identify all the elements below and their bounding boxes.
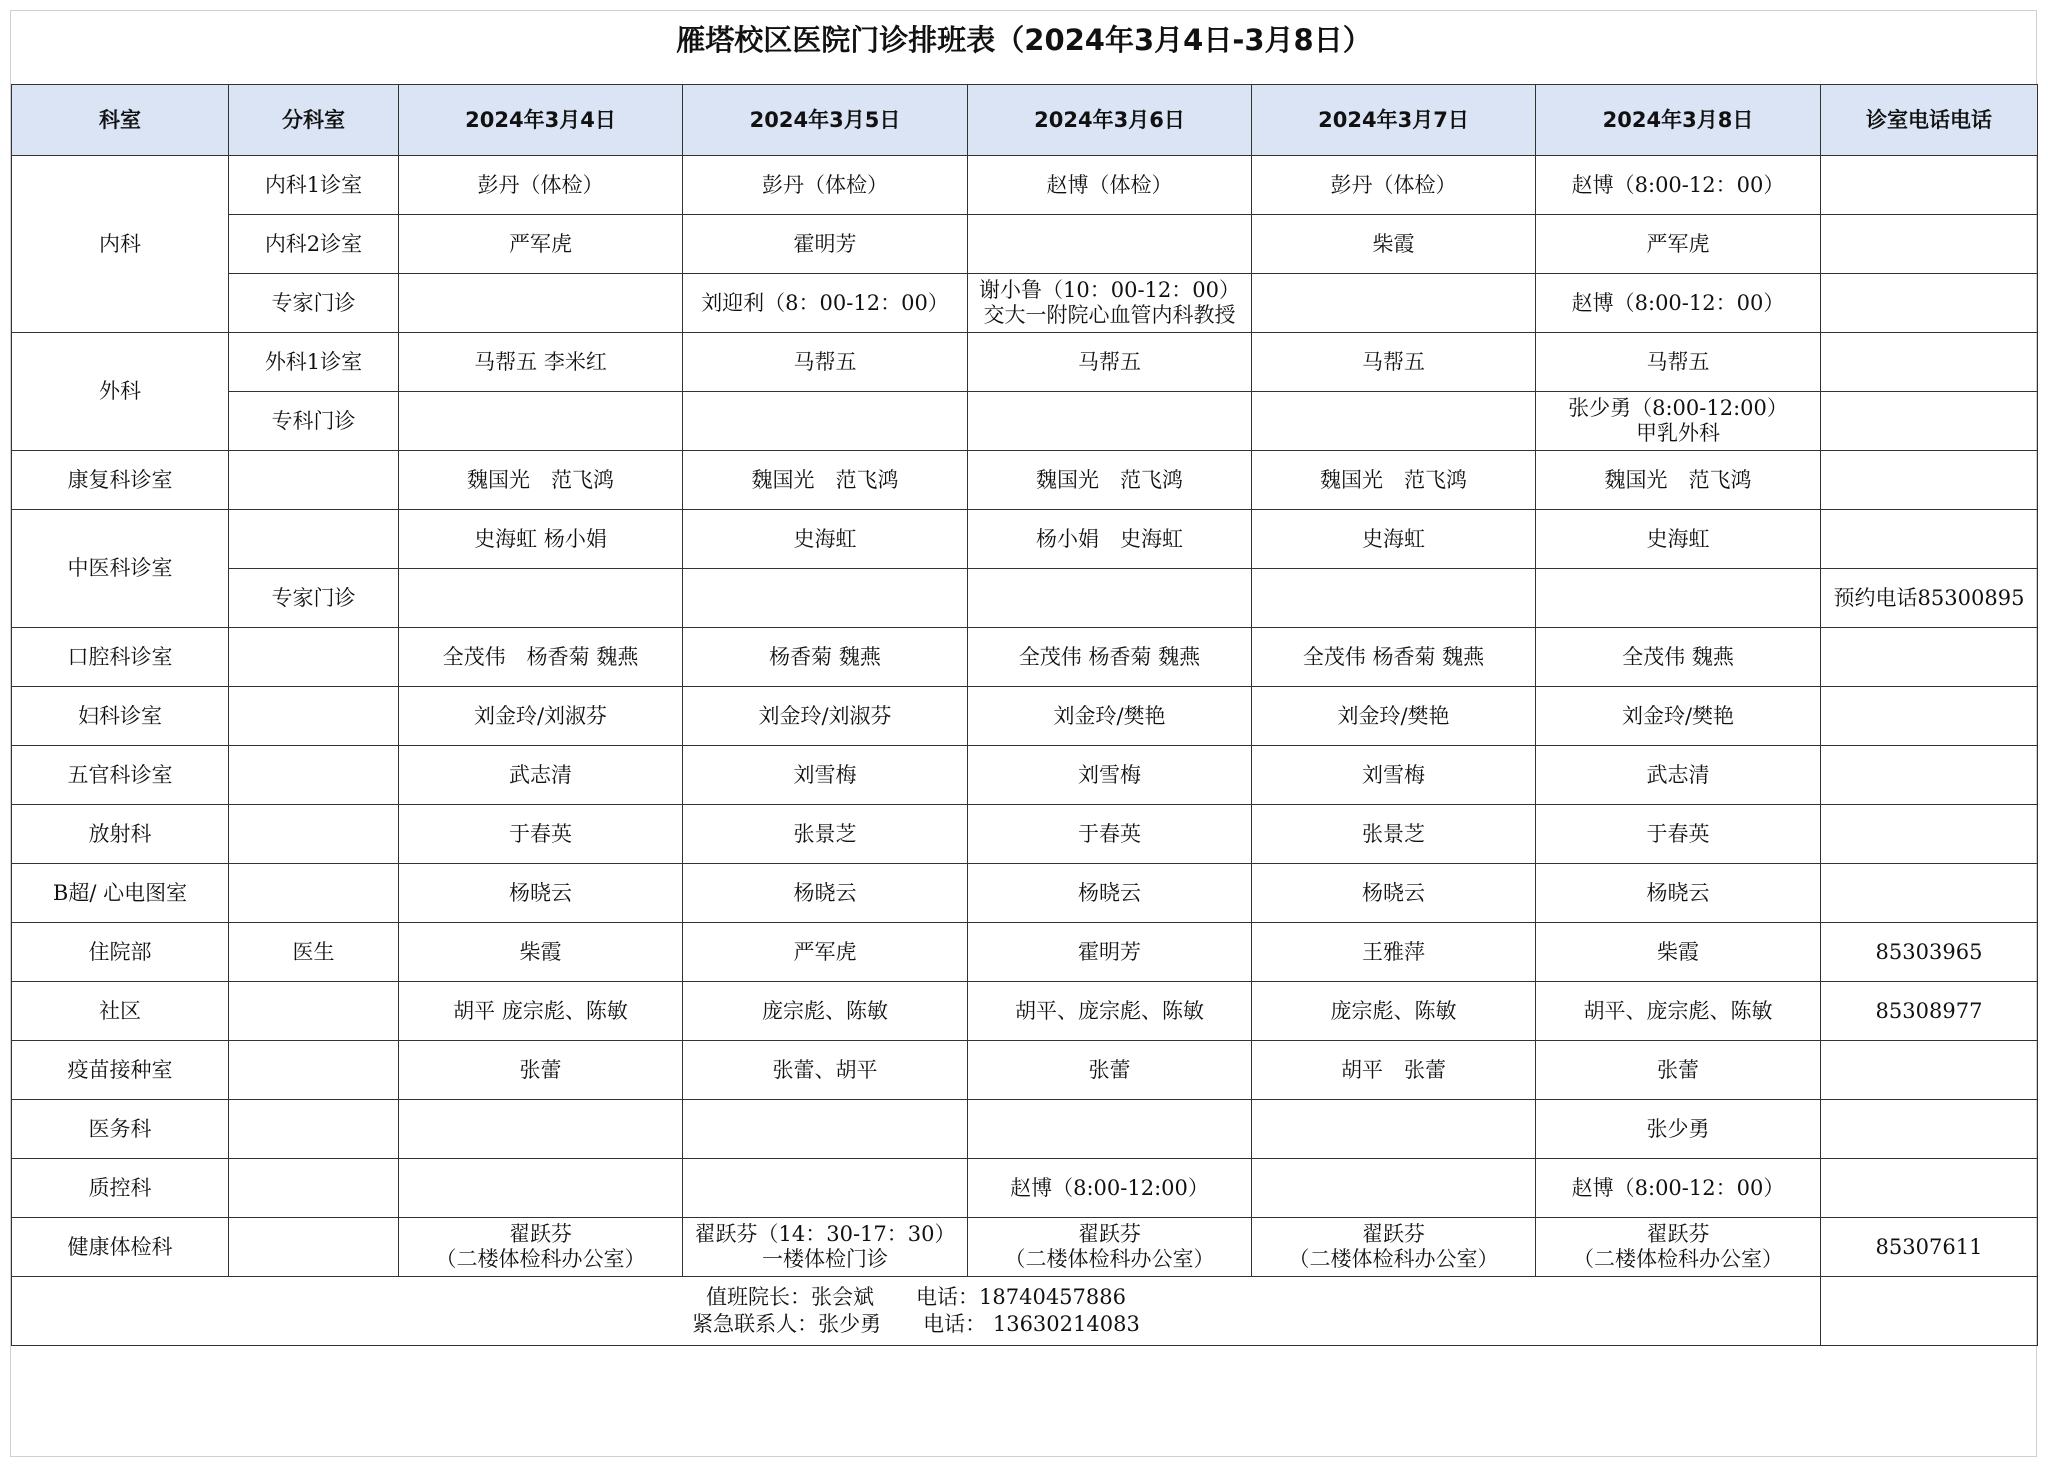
table-row: [12, 156, 2038, 215]
phone-cell: [1821, 392, 2038, 451]
schedule-cell: 杨香菊 魏燕: [683, 628, 968, 687]
schedule-cell: 杨晓云: [683, 864, 968, 923]
schedule-cell: [968, 215, 1252, 274]
schedule-cell: 翟跃芬 （二楼体检科办公室）: [1536, 1218, 1821, 1277]
column-header: 2024年3月5日: [683, 85, 968, 156]
dept-cell: 住院部: [12, 923, 229, 982]
phone-cell: [1821, 628, 2038, 687]
table-row: [12, 392, 2038, 451]
schedule-cell: [1252, 1100, 1536, 1159]
schedule-cell: 张蕾、胡平: [683, 1041, 968, 1100]
schedule-cell: 史海虹: [1252, 510, 1536, 569]
schedule-cell: 刘雪梅: [1252, 746, 1536, 805]
schedule-cell: 马帮五: [968, 333, 1252, 392]
subdept-cell: [229, 1041, 399, 1100]
schedule-cell: 魏国光 范飞鸿: [399, 451, 683, 510]
schedule-cell: 马帮五: [1536, 333, 1821, 392]
contact-line: 紧急联系人：张少勇 电话： 13630214083: [692, 1312, 1140, 1336]
subdept-cell: [229, 746, 399, 805]
schedule-cell: 刘金玲/樊艳: [1252, 687, 1536, 746]
phone-cell: [1821, 1159, 2038, 1218]
schedule-cell: 胡平、庞宗彪、陈敏: [1536, 982, 1821, 1041]
schedule-cell: 王雅萍: [1252, 923, 1536, 982]
column-header: 2024年3月7日: [1252, 85, 1536, 156]
dept-cell: 口腔科诊室: [12, 628, 229, 687]
schedule-cell: 张景芝: [1252, 805, 1536, 864]
schedule-cell: [683, 1100, 968, 1159]
schedule-cell: 严军虎: [1536, 215, 1821, 274]
schedule-cell: [1252, 569, 1536, 628]
table-row: [12, 451, 2038, 510]
subdept-cell: [229, 864, 399, 923]
schedule-cell: 武志清: [1536, 746, 1821, 805]
table-row: [12, 1041, 2038, 1100]
schedule-cell: 彭丹（体检）: [683, 156, 968, 215]
schedule-cell: 胡平 庞宗彪、陈敏: [399, 982, 683, 1041]
table-row: [12, 864, 2038, 923]
subdept-cell: 专家门诊: [229, 274, 399, 333]
dept-cell: 放射科: [12, 805, 229, 864]
schedule-cell: 谢小鲁（10：00-12：00） 交大一附院心血管内科教授: [968, 274, 1252, 333]
phone-cell: [1821, 274, 2038, 333]
table-row: [12, 333, 2038, 392]
phone-cell: [1821, 451, 2038, 510]
page-title: 雁塔校区医院门诊排班表（2024年3月4日-3月8日）: [676, 23, 1372, 57]
schedule-cell: [683, 1159, 968, 1218]
phone-cell: [1821, 1100, 2038, 1159]
schedule-cell: 全茂伟 杨香菊 魏燕: [399, 628, 683, 687]
column-header: 2024年3月8日: [1536, 85, 1821, 156]
dept-cell: 质控科: [12, 1159, 229, 1218]
subdept-cell: 内科1诊室: [229, 156, 399, 215]
dept-cell: 社区: [12, 982, 229, 1041]
schedule-cell: 史海虹: [1536, 510, 1821, 569]
schedule-cell: 张蕾: [968, 1041, 1252, 1100]
phone-cell: [1821, 687, 2038, 746]
schedule-cell: 翟跃芬 （二楼体检科办公室）: [1252, 1218, 1536, 1277]
table-row: [12, 923, 2038, 982]
subdept-cell: 医生: [229, 923, 399, 982]
schedule-cell: 于春英: [1536, 805, 1821, 864]
schedule-cell: [399, 569, 683, 628]
schedule-cell: [1252, 1159, 1536, 1218]
schedule-cell: 刘雪梅: [683, 746, 968, 805]
dept-cell: 中医科诊室: [12, 510, 229, 628]
subdept-cell: [229, 1100, 399, 1159]
schedule-cell: 武志清: [399, 746, 683, 805]
schedule-cell: 全茂伟 杨香菊 魏燕: [968, 628, 1252, 687]
schedule-cell: [399, 1100, 683, 1159]
schedule-cell: 赵博（8:00-12:00）: [968, 1159, 1252, 1218]
schedule-cell: [683, 569, 968, 628]
schedule-cell: 张少勇: [1536, 1100, 1821, 1159]
schedule-cell: 彭丹（体检）: [1252, 156, 1536, 215]
schedule-cell: 魏国光 范飞鸿: [1536, 451, 1821, 510]
schedule-cell: 于春英: [399, 805, 683, 864]
schedule-cell: 赵博（8:00-12：00）: [1536, 1159, 1821, 1218]
schedule-cell: 史海虹: [683, 510, 968, 569]
subdept-cell: [229, 1159, 399, 1218]
schedule-cell: [399, 1159, 683, 1218]
schedule-cell: 马帮五: [683, 333, 968, 392]
dept-cell: 五官科诊室: [12, 746, 229, 805]
phone-cell: 85308977: [1821, 982, 2038, 1041]
subdept-cell: [229, 687, 399, 746]
schedule-cell: 刘金玲/刘淑芬: [683, 687, 968, 746]
schedule-cell: [968, 1100, 1252, 1159]
dept-cell: 医务科: [12, 1100, 229, 1159]
schedule-cell: 张蕾: [1536, 1041, 1821, 1100]
schedule-cell: [399, 392, 683, 451]
table-row: [12, 746, 2038, 805]
column-header: 分科室: [229, 85, 399, 156]
schedule-cell: 杨晓云: [1536, 864, 1821, 923]
subdept-cell: [229, 1218, 399, 1277]
column-header: 2024年3月6日: [968, 85, 1252, 156]
schedule-cell: 严军虎: [399, 215, 683, 274]
dept-cell: 妇科诊室: [12, 687, 229, 746]
schedule-cell: [1536, 569, 1821, 628]
phone-cell: 85307611: [1821, 1218, 2038, 1277]
phone-cell: 85303965: [1821, 923, 2038, 982]
schedule-cell: [968, 392, 1252, 451]
schedule-cell: 翟跃芬 （二楼体检科办公室）: [399, 1218, 683, 1277]
schedule-cell: 马帮五 李米红: [399, 333, 683, 392]
schedule-cell: 霍明芳: [968, 923, 1252, 982]
schedule-cell: [399, 274, 683, 333]
phone-cell: [1821, 215, 2038, 274]
footer-row: [12, 1277, 2038, 1346]
table-row: [12, 1218, 2038, 1277]
subdept-cell: 专科门诊: [229, 392, 399, 451]
table-row: [12, 805, 2038, 864]
schedule-cell: 柴霞: [1252, 215, 1536, 274]
table-row: [12, 274, 2038, 333]
schedule-cell: 赵博（8:00-12：00）: [1536, 156, 1821, 215]
footer-empty-cell: [1821, 1277, 2038, 1346]
schedule-cell: 翟跃芬 （二楼体检科办公室）: [968, 1218, 1252, 1277]
phone-cell: [1821, 333, 2038, 392]
contact-line: 值班院长：张会斌 电话：18740457886: [706, 1285, 1126, 1309]
schedule-cell: 彭丹（体检）: [399, 156, 683, 215]
phone-cell: [1821, 1041, 2038, 1100]
schedule-cell: 赵博（8:00-12：00）: [1536, 274, 1821, 333]
subdept-cell: 专家门诊: [229, 569, 399, 628]
dept-cell: 疫苗接种室: [12, 1041, 229, 1100]
dept-cell: 康复科诊室: [12, 451, 229, 510]
phone-cell: [1821, 510, 2038, 569]
schedule-table: [11, 84, 2038, 1346]
schedule-cell: 柴霞: [399, 923, 683, 982]
schedule-cell: 张景芝: [683, 805, 968, 864]
table-row: [12, 569, 2038, 628]
subdept-cell: [229, 628, 399, 687]
schedule-cell: 严军虎: [683, 923, 968, 982]
table-row: [12, 628, 2038, 687]
table-row: [12, 510, 2038, 569]
table-row: [12, 1100, 2038, 1159]
dept-cell: 外科: [12, 333, 229, 451]
schedule-cell: 杨晓云: [1252, 864, 1536, 923]
schedule-cell: 魏国光 范飞鸿: [968, 451, 1252, 510]
schedule-cell: 刘金玲/樊艳: [968, 687, 1252, 746]
subdept-cell: 内科2诊室: [229, 215, 399, 274]
schedule-cell: 张少勇（8:00-12:00） 甲乳外科: [1536, 392, 1821, 451]
column-header: 2024年3月4日: [399, 85, 683, 156]
schedule-cell: 刘迎利（8：00-12：00）: [683, 274, 968, 333]
phone-cell: [1821, 156, 2038, 215]
schedule-cell: 胡平、庞宗彪、陈敏: [968, 982, 1252, 1041]
schedule-cell: 赵博（体检）: [968, 156, 1252, 215]
subdept-cell: 外科1诊室: [229, 333, 399, 392]
column-header: 科室: [12, 85, 229, 156]
duty-contacts: [12, 1277, 1821, 1346]
subdept-cell: [229, 982, 399, 1041]
schedule-cell: [968, 569, 1252, 628]
schedule-cell: 杨小娟 史海虹: [968, 510, 1252, 569]
column-header: 诊室电话电话: [1821, 85, 2038, 156]
schedule-cell: 柴霞: [1536, 923, 1821, 982]
schedule-cell: [683, 392, 968, 451]
schedule-cell: 魏国光 范飞鸿: [1252, 451, 1536, 510]
schedule-cell: 霍明芳: [683, 215, 968, 274]
schedule-cell: 庞宗彪、陈敏: [1252, 982, 1536, 1041]
dept-cell: B超/ 心电图室: [12, 864, 229, 923]
table-row: [12, 982, 2038, 1041]
phone-cell: [1821, 864, 2038, 923]
subdept-cell: [229, 510, 399, 569]
schedule-cell: 翟跃芬（14：30-17：30） 一楼体检门诊: [683, 1218, 968, 1277]
schedule-cell: [1252, 392, 1536, 451]
table-row: [12, 687, 2038, 746]
schedule-cell: 史海虹 杨小娟: [399, 510, 683, 569]
phone-cell: [1821, 746, 2038, 805]
schedule-cell: 张蕾: [399, 1041, 683, 1100]
schedule-cell: 胡平 张蕾: [1252, 1041, 1536, 1100]
schedule-cell: 庞宗彪、陈敏: [683, 982, 968, 1041]
schedule-cell: 刘金玲/刘淑芬: [399, 687, 683, 746]
subdept-cell: [229, 805, 399, 864]
phone-cell: [1821, 805, 2038, 864]
schedule-cell: 全茂伟 杨香菊 魏燕: [1252, 628, 1536, 687]
schedule-cell: 全茂伟 魏燕: [1536, 628, 1821, 687]
schedule-cell: 杨晓云: [968, 864, 1252, 923]
schedule-cell: 马帮五: [1252, 333, 1536, 392]
schedule-cell: 于春英: [968, 805, 1252, 864]
dept-cell: 内科: [12, 156, 229, 333]
subdept-cell: [229, 451, 399, 510]
dept-cell: 健康体检科: [12, 1218, 229, 1277]
table-row: [12, 215, 2038, 274]
schedule-cell: 杨晓云: [399, 864, 683, 923]
phone-cell: 预约电话85300895: [1821, 569, 2038, 628]
schedule-cell: [1252, 274, 1536, 333]
table-row: [12, 1159, 2038, 1218]
schedule-cell: 刘雪梅: [968, 746, 1252, 805]
header-row: [12, 85, 2038, 156]
schedule-cell: 魏国光 范飞鸿: [683, 451, 968, 510]
schedule-cell: 刘金玲/樊艳: [1536, 687, 1821, 746]
